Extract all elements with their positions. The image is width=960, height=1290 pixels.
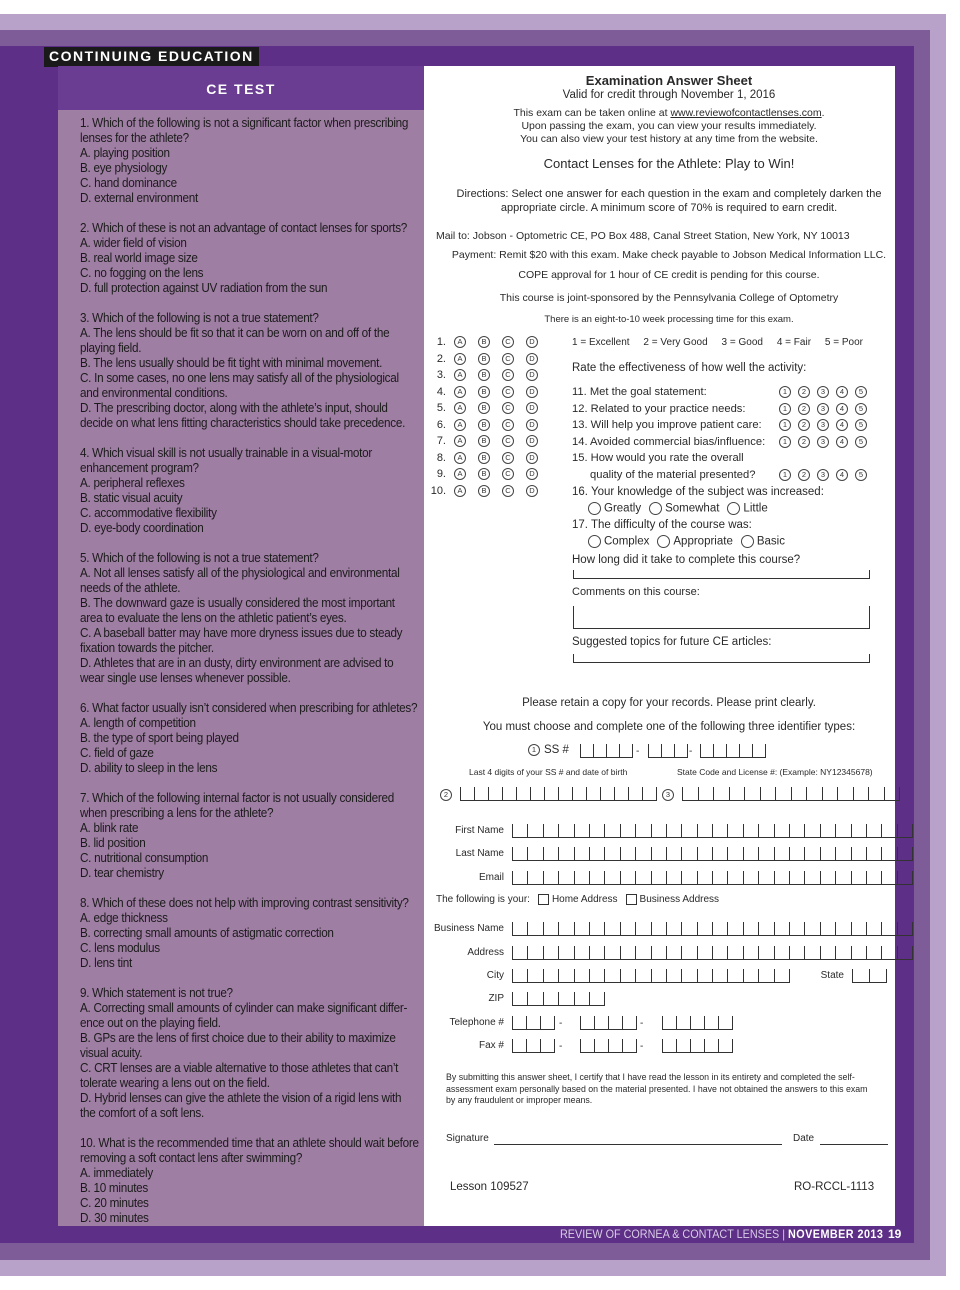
answer-bubble[interactable]: B bbox=[478, 353, 490, 365]
fax-field-2[interactable] bbox=[580, 1039, 637, 1053]
business-name-label: Business Name bbox=[433, 923, 504, 934]
rating-bubble[interactable]: 5 bbox=[855, 403, 867, 415]
answer-bubble[interactable]: C bbox=[502, 369, 514, 381]
question-text: 2. Which of these is not an advantage of contact lenses for sports? bbox=[80, 221, 408, 235]
question-text: 7. Which of the following internal factor is not usually considered when prescribing a lens for the athlete? bbox=[80, 791, 394, 820]
retain-note: Please retain a copy for your records. Please print clearly. bbox=[522, 697, 816, 709]
rating-row bbox=[572, 450, 902, 467]
answer-row bbox=[424, 367, 554, 384]
answer-row bbox=[424, 466, 554, 483]
question-option: C. field of gaze bbox=[80, 746, 154, 760]
question-option: C. 20 minutes bbox=[80, 1196, 149, 1210]
q16-label: 16. Your knowledge of the subject was increased: bbox=[572, 486, 824, 498]
rating-bubble[interactable]: 3 bbox=[817, 386, 829, 398]
question-9 bbox=[80, 986, 419, 1121]
address-field[interactable] bbox=[512, 946, 913, 960]
rating-bubble[interactable]: 5 bbox=[855, 436, 867, 448]
answer-bubble[interactable]: B bbox=[478, 452, 490, 464]
online-history: You can also view your test history at any time from the website. bbox=[520, 133, 818, 145]
fax-label: Fax # bbox=[478, 1040, 504, 1051]
option-radio[interactable] bbox=[727, 502, 740, 515]
fax-field-1[interactable] bbox=[512, 1039, 555, 1053]
online-results: Upon passing the exam, you can view your results immediately. bbox=[521, 120, 817, 132]
number-one-circle: 1 bbox=[528, 744, 540, 756]
question-3 bbox=[80, 311, 419, 431]
id2-field-b[interactable] bbox=[544, 787, 657, 801]
ce-test-panel bbox=[58, 66, 424, 1226]
answer-number: 2. bbox=[436, 352, 446, 365]
question-option: A. length of competition bbox=[80, 716, 196, 730]
rating-bubble[interactable]: 3 bbox=[817, 436, 829, 448]
rating-bubble[interactable]: 2 bbox=[798, 386, 810, 398]
signature-field[interactable] bbox=[494, 1128, 782, 1145]
answer-bubble[interactable]: B bbox=[478, 336, 490, 348]
rating-bubble[interactable]: 4 bbox=[836, 436, 848, 448]
topics-field[interactable] bbox=[573, 654, 870, 663]
signature-label: Signature bbox=[446, 1133, 489, 1144]
answer-grid bbox=[424, 334, 554, 499]
question-text: 1. Which of the following is not a significant factor when prescribing lenses for the athlete? bbox=[80, 116, 409, 145]
ss-field-3[interactable] bbox=[700, 744, 766, 758]
answer-bubble[interactable]: B bbox=[478, 485, 490, 497]
rating-label: 13. Will help you improve patient care: bbox=[572, 419, 762, 431]
rating-row bbox=[572, 417, 902, 434]
rating-row bbox=[572, 467, 902, 484]
telephone-field-3[interactable] bbox=[662, 1016, 733, 1030]
certification: By submitting this answer sheet, I certify that I have read the lesson in its entirety and completed the self-assessment exam personally based on the material presented. I have not obtained the answers to this exam by any fraudulent or improper means. bbox=[446, 1072, 868, 1105]
question-option: C. A baseball batter may have more dryness issues due to steady fixation towards the pitcher. bbox=[80, 626, 403, 655]
rating-label: quality of the material presented? bbox=[590, 468, 756, 481]
question-option: D. lens tint bbox=[80, 956, 132, 970]
rating-label: 15. How would you rate the overall bbox=[572, 452, 744, 464]
question-4 bbox=[80, 446, 419, 536]
answer-bubble[interactable]: C bbox=[502, 419, 514, 431]
rating-bubble[interactable]: 1 bbox=[779, 469, 791, 481]
option-label: Greatly bbox=[604, 502, 642, 515]
answer-bubble[interactable]: B bbox=[478, 419, 490, 431]
answer-bubble[interactable]: D bbox=[526, 419, 538, 431]
state-label: State bbox=[820, 970, 844, 981]
answer-bubble[interactable]: A bbox=[454, 419, 466, 431]
question-option: D. The prescribing doctor, along with the athlete’s input, should decide on what lens fitting characteristics should take precedence. bbox=[80, 401, 406, 430]
rating-scale: 1 = Excellent 2 = Very Good 3 = Good 4 = Fair 5 = Poor bbox=[572, 337, 863, 348]
option-radio[interactable] bbox=[588, 535, 601, 548]
city-label: City bbox=[486, 970, 504, 981]
question-option: A. peripheral reflexes bbox=[80, 476, 185, 490]
date-label: Date bbox=[793, 1133, 815, 1144]
question-option: B. lid position bbox=[80, 836, 146, 850]
telephone-field-1[interactable] bbox=[512, 1016, 555, 1030]
question-option: C. accommodative flexibility bbox=[80, 506, 217, 520]
answer-number: 5. bbox=[436, 402, 446, 414]
zip-label: ZIP bbox=[488, 993, 504, 1004]
option-label: Somewhat bbox=[665, 502, 720, 515]
answer-number: 3. bbox=[436, 369, 446, 381]
answer-bubble[interactable]: C bbox=[502, 485, 514, 497]
question-option: A. Correcting small amounts of cylinder can make significant differ- ence out on the playing field. bbox=[80, 1001, 408, 1030]
rating-bubble[interactable]: 1 bbox=[779, 403, 791, 415]
question-option: A. playing position bbox=[80, 146, 170, 160]
question-text: 5. Which of the following is not a true statement? bbox=[80, 551, 319, 565]
question-option: D. full protection against UV radiation from the sun bbox=[80, 281, 328, 295]
answer-bubble[interactable]: B bbox=[478, 402, 490, 414]
rating-bubble[interactable]: 2 bbox=[798, 403, 810, 415]
question-text: 3. Which of the following is not a true statement? bbox=[80, 311, 319, 325]
sponsor: This course is joint-sponsored by the Pennsylvania College of Optometry bbox=[499, 292, 839, 304]
answer-bubble[interactable]: C bbox=[502, 452, 514, 464]
answer-bubble[interactable]: C bbox=[502, 402, 514, 414]
state-field[interactable] bbox=[852, 969, 887, 983]
rating-bubble[interactable]: 2 bbox=[798, 469, 810, 481]
question-option: A. immediately bbox=[80, 1166, 153, 1180]
comments-label: Comments on this course: bbox=[572, 586, 700, 598]
answer-row bbox=[424, 351, 554, 368]
question-option: A. Not all lenses satisfy all of the physiological and environmental needs of the athlete. bbox=[80, 566, 400, 595]
home-address-checkbox[interactable] bbox=[538, 894, 549, 905]
question-option: A. wider field of vision bbox=[80, 236, 187, 250]
answer-bubble[interactable]: B bbox=[478, 468, 490, 480]
rating-bubble[interactable]: 1 bbox=[779, 386, 791, 398]
business-address-checkbox[interactable] bbox=[626, 894, 637, 905]
answer-row bbox=[424, 417, 554, 434]
question-6 bbox=[80, 701, 419, 776]
answer-row bbox=[424, 433, 554, 450]
answer-row bbox=[424, 450, 554, 467]
answer-bubble[interactable]: A bbox=[454, 353, 466, 365]
answer-bubble[interactable]: A bbox=[454, 452, 466, 464]
answer-number: 10. bbox=[430, 484, 446, 497]
answer-bubble[interactable]: A bbox=[454, 369, 466, 381]
answer-bubble[interactable]: A bbox=[454, 402, 466, 414]
mail-to: Mail to: Jobson - Optometric CE, PO Box 488, Canal Street Station, New York, NY 10013 bbox=[436, 230, 850, 242]
rating-bubble[interactable]: 4 bbox=[836, 403, 848, 415]
q17-label: 17. The difficulty of the course was: bbox=[572, 519, 752, 531]
option-radio[interactable] bbox=[741, 535, 754, 548]
section-header: CONTINUING EDUCATION bbox=[44, 47, 259, 67]
question-option: B. correcting small amounts of astigmatic correction bbox=[80, 926, 334, 940]
processing-time: There is an eight-to-10 week processing time for this exam. bbox=[544, 314, 794, 325]
id2-field-a[interactable] bbox=[460, 787, 545, 801]
question-option: B. GPs are the lens of first choice due to their ability to maximize visual acuity. bbox=[80, 1031, 396, 1060]
zip-field[interactable] bbox=[512, 992, 605, 1006]
answer-number: 7. bbox=[436, 435, 446, 447]
answer-bubble[interactable]: D bbox=[526, 402, 538, 414]
rating-bubble[interactable]: 5 bbox=[855, 386, 867, 398]
answer-bubble[interactable]: A bbox=[454, 386, 466, 398]
cope-approval: COPE approval for 1 hour of CE credit is pending for this course. bbox=[518, 269, 820, 281]
topics-label: Suggested topics for future CE articles: bbox=[572, 636, 772, 648]
rating-label: 14. Avoided commercial bias/influence: bbox=[572, 435, 766, 448]
question-7 bbox=[80, 791, 419, 881]
valid-through: Valid for credit through November 1, 2016 bbox=[562, 89, 776, 101]
answer-bubble[interactable]: D bbox=[526, 485, 538, 497]
identifier-note: You must choose and complete one of the following three identifier types: bbox=[482, 721, 856, 733]
id-type-1 bbox=[528, 744, 569, 756]
rating-bubble[interactable]: 2 bbox=[798, 436, 810, 448]
course-code: RO-RCCL-1113 bbox=[794, 1181, 875, 1193]
comments-field[interactable] bbox=[573, 606, 870, 629]
question-text: 10. What is the recommended time that an athlete should wait before removing a soft contact lens after swimming? bbox=[80, 1136, 419, 1165]
question-1 bbox=[80, 116, 419, 206]
course-title: Contact Lenses for the Athlete: Play to Win! bbox=[543, 156, 795, 171]
question-option: B. The downward gaze is usually considered the most important area to evaluate the lens on the athletic patient’s eyes. bbox=[80, 596, 395, 625]
q17-options bbox=[582, 535, 902, 548]
last4-label: Last 4 digits of your SS # and date of birth bbox=[469, 767, 628, 777]
question-text: 4. Which visual skill is not usually trainable in a visual-motor enhancement program? bbox=[80, 446, 373, 475]
sheet-title: Examination Answer Sheet bbox=[585, 73, 753, 88]
address-type: The following is your: Home Address Business Address bbox=[436, 894, 720, 906]
answer-row bbox=[424, 384, 554, 401]
question-option: D. Athletes that are in an dusty, dirty environment are advised to wear single use lenses whenever possible. bbox=[80, 656, 394, 685]
question-option: B. The lens usually should be fit tight with minimal movement. bbox=[80, 356, 383, 370]
question-option: D. 30 minutes bbox=[80, 1211, 149, 1225]
question-option: A. blink rate bbox=[80, 821, 139, 835]
rating-bubble[interactable]: 1 bbox=[779, 436, 791, 448]
question-text: 6. What factor usually isn’t considered when prescribing for athletes? bbox=[80, 701, 418, 715]
question-option: C. CRT lenses are a viable alternative to those athletes that can’t tolerate wearing a lens out on the field. bbox=[80, 1061, 399, 1090]
question-10 bbox=[80, 1136, 419, 1226]
website-link[interactable]: www.reviewofcontactlenses.com bbox=[670, 107, 822, 119]
rating-label: 11. Met the goal statement: bbox=[572, 386, 707, 398]
question-option: D. external environment bbox=[80, 191, 198, 205]
last-name-label: Last Name bbox=[455, 848, 504, 859]
rate-heading: Rate the effectiveness of how well the activity: bbox=[572, 362, 807, 374]
ce-test-title: CE TEST bbox=[58, 66, 424, 110]
how-long-label: How long did it take to complete this course? bbox=[572, 554, 801, 566]
answer-number: 8. bbox=[436, 451, 446, 464]
question-option: D. eye-body coordination bbox=[80, 521, 204, 535]
question-option: B. eye physiology bbox=[80, 161, 168, 175]
answer-number: 9. bbox=[436, 468, 446, 480]
answer-bubble[interactable]: C bbox=[502, 353, 514, 365]
question-option: A. edge thickness bbox=[80, 911, 168, 925]
answer-bubble[interactable]: C bbox=[502, 336, 514, 348]
answer-bubble[interactable]: D bbox=[526, 369, 538, 381]
number-three-circle: 3 bbox=[662, 789, 674, 801]
answer-bubble[interactable]: D bbox=[526, 336, 538, 348]
email-label: Email bbox=[478, 872, 504, 883]
question-8 bbox=[80, 896, 419, 971]
question-2 bbox=[80, 221, 419, 296]
last-name-field[interactable] bbox=[512, 847, 913, 861]
question-5 bbox=[80, 551, 419, 686]
fax-field-3[interactable] bbox=[662, 1039, 733, 1053]
answer-bubble[interactable]: D bbox=[526, 468, 538, 480]
lesson-number: Lesson 109527 bbox=[450, 1181, 529, 1193]
rating-list bbox=[572, 384, 902, 483]
option-label: Appropriate bbox=[673, 535, 733, 548]
answer-bubble[interactable]: D bbox=[526, 452, 538, 464]
option-radio[interactable] bbox=[649, 502, 662, 515]
answer-row bbox=[424, 483, 554, 500]
ss-label: SS # bbox=[544, 744, 569, 757]
online-info: This exam can be taken online at www.reviewofcontactlenses.com. bbox=[513, 107, 825, 119]
city-field[interactable] bbox=[512, 969, 790, 983]
telephone-field-2[interactable] bbox=[580, 1016, 637, 1030]
question-text: 9. Which statement is not true? bbox=[80, 986, 233, 1000]
rating-row bbox=[572, 401, 902, 418]
ss-field-1[interactable] bbox=[580, 744, 633, 758]
option-label: Complex bbox=[604, 535, 650, 548]
business-name-field[interactable] bbox=[512, 922, 913, 936]
answer-row bbox=[424, 400, 554, 417]
answer-bubble[interactable]: A bbox=[454, 435, 466, 447]
rating-row bbox=[572, 384, 902, 401]
question-option: C. In some cases, no one lens may satisfy all of the physiological and environmental conditions. bbox=[80, 371, 399, 400]
answer-bubble[interactable]: A bbox=[454, 468, 466, 480]
question-option: C. no fogging on the lens bbox=[80, 266, 204, 280]
answer-bubble[interactable]: B bbox=[478, 369, 490, 381]
answer-bubble[interactable]: C bbox=[502, 468, 514, 480]
q16-options bbox=[582, 502, 902, 515]
page-number: 19 bbox=[888, 1227, 902, 1241]
address-label: Address bbox=[467, 947, 504, 958]
question-option: D. Hybrid lenses can give the athlete the vision of a rigid lens with the comfort of a soft lens. bbox=[80, 1091, 402, 1120]
option-label: Basic bbox=[756, 535, 785, 548]
option-label: Little bbox=[743, 502, 768, 515]
answer-bubble[interactable]: C bbox=[502, 435, 514, 447]
answer-bubble[interactable]: A bbox=[454, 485, 466, 497]
answer-number: 6. bbox=[436, 418, 446, 431]
rating-bubble[interactable]: 3 bbox=[817, 403, 829, 415]
answer-bubble[interactable]: B bbox=[478, 435, 490, 447]
question-option: B. real world image size bbox=[80, 251, 198, 265]
rating-row bbox=[572, 434, 902, 451]
question-text: 8. Which of these does not help with improving contrast sensitivity? bbox=[80, 896, 409, 910]
answer-number: 4. bbox=[436, 385, 446, 398]
first-name-field[interactable] bbox=[512, 824, 913, 838]
rating-bubble[interactable]: 4 bbox=[836, 469, 848, 481]
question-option: B. the type of sport being played bbox=[80, 731, 239, 745]
number-two-circle: 2 bbox=[440, 789, 452, 801]
answer-bubble[interactable]: D bbox=[526, 386, 538, 398]
question-option: C. lens modulus bbox=[80, 941, 160, 955]
how-long-field[interactable] bbox=[573, 570, 870, 579]
question-option: D. tear chemistry bbox=[80, 866, 164, 880]
telephone-label: Telephone # bbox=[449, 1017, 504, 1028]
ss-field-2[interactable] bbox=[648, 744, 688, 758]
first-name-label: First Name bbox=[455, 825, 504, 836]
answer-row bbox=[424, 334, 554, 351]
directions: Directions: Select one answer for each question in the exam and completely darken the appropriate circle. A minimum score of 70% is required to earn credit. bbox=[456, 188, 882, 214]
rating-label: 12. Related to your practice needs: bbox=[572, 402, 746, 415]
rating-bubble[interactable]: 4 bbox=[836, 419, 848, 431]
answer-bubble[interactable]: A bbox=[454, 336, 466, 348]
option-radio[interactable] bbox=[657, 535, 670, 548]
option-radio[interactable] bbox=[588, 502, 601, 515]
question-option: A. The lens should be fit so that it can be worn on and off of the playing field. bbox=[80, 326, 390, 355]
question-option: C. hand dominance bbox=[80, 176, 177, 190]
answer-sheet: Examination Answer Sheet Valid for credit through November 1, 2016 This exam can be taken online at www.reviewofcontactlenses.com. Upon passing the exam, you can view your results immediately. You can also view your test history at any time from the website. Contact Lenses for the Athlete: Play to Win! Directions: Select one answer for each question in the exam and completely darken the appropriate circle. A minimum score of 70% is required to earn credit. Mail to: Jobson - Optometric CE, PO Box 488, Canal Street Station, New York, NY 10013 Payment: Remit $20 with this exam. Make check payable to Jobson Medical Information LLC. COPE approval for 1 hour of CE credit is pending for this course. This course is joint-sponsored by the Pennsylvania College of Optometry There is an eight-to-10 week processing time for this exam. 1. A B C D 2. A B C D 3. A B C D 4. A B C D 5. A B C D 6. A B C D 7. A B C D 8. A B C D 9. A B C D 10. A B C D 1 = Excellent 2 = Very Good 3 = Good 4 = Fair 5 = Poor Rate the effectiveness of how well the activity: 11. Met the goal statement: 1 2 3 4 5 12. Related to your practice needs: 1 2 3 4 5 13. Will help you improve patient care: 1 2 3 4 5 14. Avoided commercial bias/influence: 1 2 3 4 5 15. How would you rate the overall quality of the material presented? 1 2 3 4 5 16. Your knowledge of the subject was increased: Greatly Somewhat Little 17. The difficulty of the course was: Complex Appropriate Basic How long did it take to complete this course? Comments on this course: Suggested topics for future CE articles: Please retain a copy for your records. Please print clearly. You must choose and complete one of the following three identifier types: 1 SS # - - Last 4 digits of your SS # and date of birth State Code and License #: (Example: NY12345678) 2 3 First Name Last Name Email Business Name Address City ZIP State Telephone # - - Fax # - - The following is your: Home Address Business Address By submitting this answer sheet, I certify that I have read the lesson in its entirety and completed the self-assessment exam personally based on the material presented. I have not obtained the answers to this exam by any fraudulent or improper means. Signature Date Lesson 109527 RO-RCCL-1113 bbox=[424, 66, 895, 1226]
question-option: C. nutritional consumption bbox=[80, 851, 209, 865]
email-field[interactable] bbox=[512, 871, 913, 885]
answer-number: 1. bbox=[436, 336, 446, 348]
rating-bubble[interactable]: 5 bbox=[855, 469, 867, 481]
rating-bubble[interactable]: 5 bbox=[855, 419, 867, 431]
rating-bubble[interactable]: 1 bbox=[779, 419, 791, 431]
question-option: B. static visual acuity bbox=[80, 491, 183, 505]
rating-bubble[interactable]: 3 bbox=[817, 419, 829, 431]
question-list bbox=[80, 116, 419, 1241]
answer-bubble[interactable]: D bbox=[526, 353, 538, 365]
answer-bubble[interactable]: B bbox=[478, 386, 490, 398]
answer-bubble[interactable]: C bbox=[502, 386, 514, 398]
answer-bubble[interactable]: D bbox=[526, 435, 538, 447]
rating-bubble[interactable]: 2 bbox=[798, 419, 810, 431]
question-option: B. 10 minutes bbox=[80, 1181, 148, 1195]
date-field[interactable] bbox=[820, 1128, 888, 1145]
payment: Payment: Remit $20 with this exam. Make check payable to Jobson Medical Information LLC. bbox=[451, 249, 887, 261]
rating-bubble[interactable]: 4 bbox=[836, 386, 848, 398]
rating-bubble[interactable]: 3 bbox=[817, 469, 829, 481]
id3-field[interactable] bbox=[682, 787, 900, 801]
question-option: D. ability to sleep in the lens bbox=[80, 761, 218, 775]
footer-journal: REVIEW OF CORNEA & CONTACT LENSES | NOVEMBER 2013 bbox=[560, 1227, 884, 1241]
state-code-label: State Code and License #: (Example: NY12345678) bbox=[677, 767, 873, 777]
